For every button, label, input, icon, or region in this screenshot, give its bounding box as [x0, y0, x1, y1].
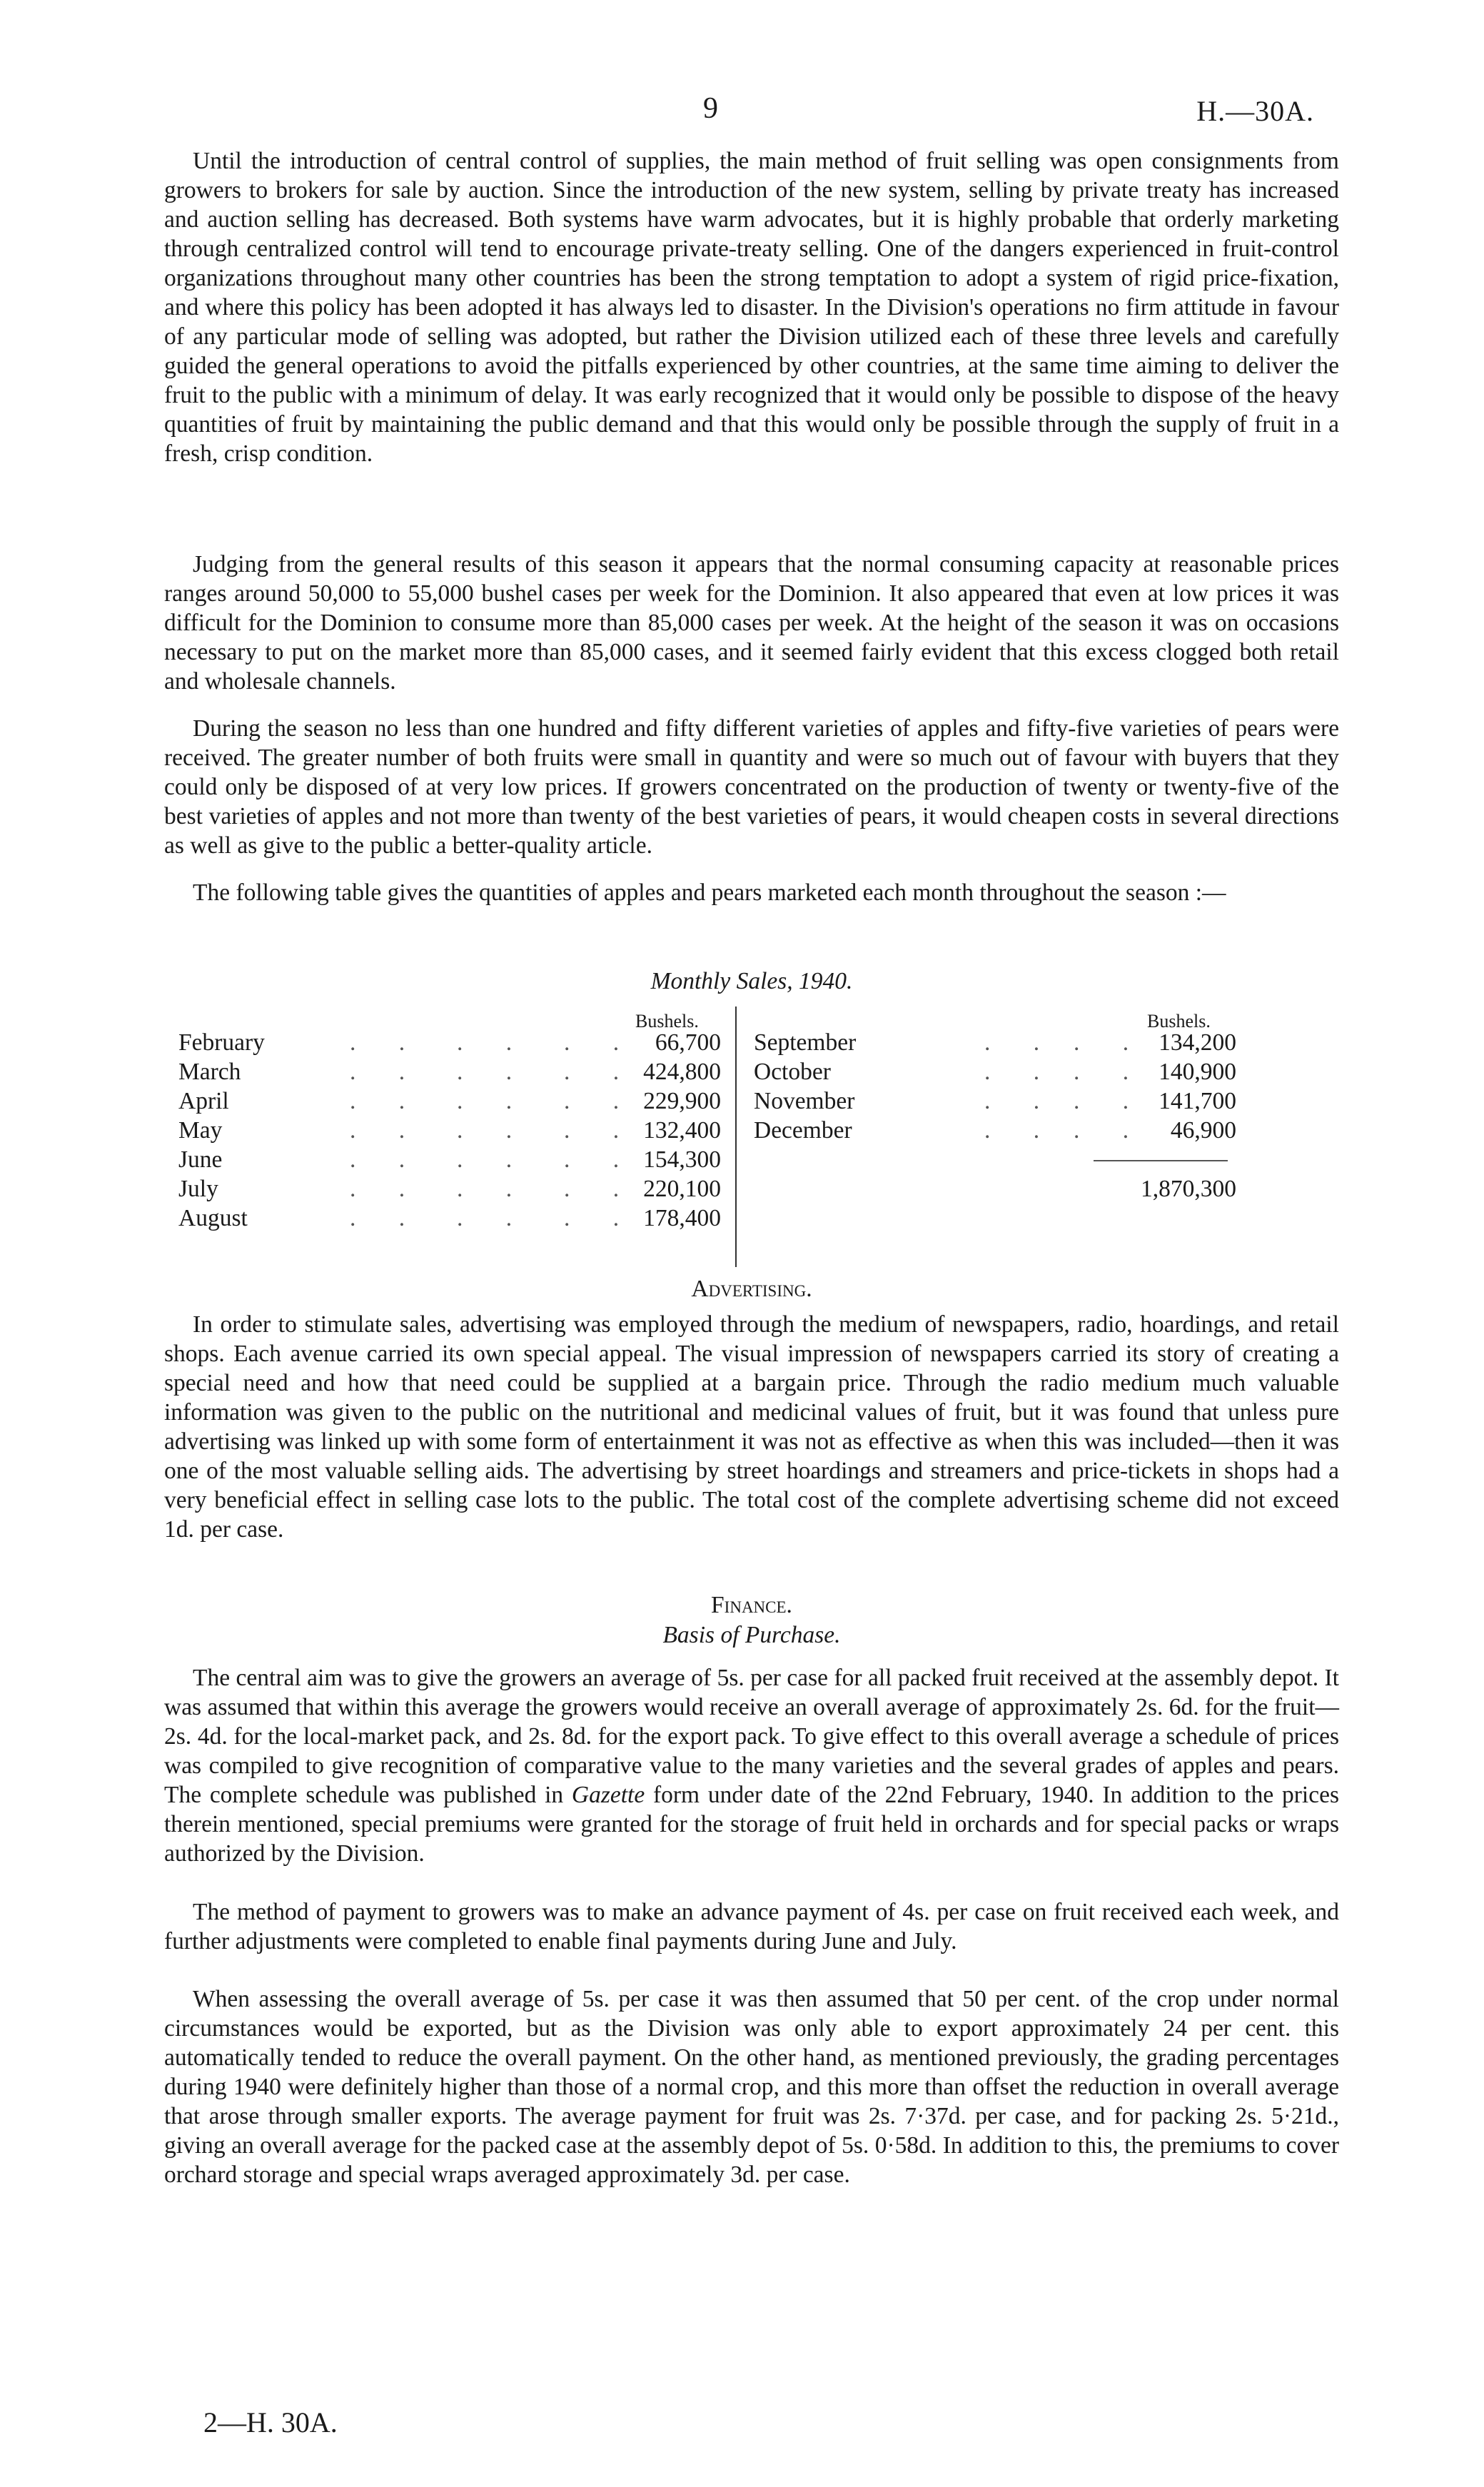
bushels-value: 46,900	[1170, 1117, 1236, 1144]
signature-end: .	[330, 2406, 338, 2438]
bushels-value: 66,700	[655, 1029, 721, 1056]
sales-column-right	[735, 1007, 1245, 1267]
dot-leader: . .	[1074, 1117, 1148, 1144]
dot-leader: . .	[350, 1088, 424, 1114]
paragraph-central-aim	[164, 1663, 1339, 1868]
dot-leader: . .	[564, 1146, 638, 1173]
dot-leader: . .	[457, 1205, 531, 1231]
table-row	[178, 1204, 735, 1233]
bushels-value: 140,900	[1159, 1059, 1236, 1085]
signature-suffix: A	[309, 2406, 330, 2438]
dot-leader: . .	[350, 1176, 424, 1202]
bushels-value: 178,400	[643, 1205, 721, 1231]
dot-leader: . .	[457, 1146, 531, 1173]
bushels-value: 220,100	[643, 1176, 721, 1202]
dot-leader: . .	[1074, 1029, 1148, 1056]
dot-leader: . .	[457, 1059, 531, 1085]
dot-leader: . .	[564, 1117, 638, 1144]
paragraph-advertising: In order to stimulate sales, advertising was employed through the medium of newspapers, radio, hoardings, and retail shops. Each avenue carried its own special appeal. The visual impression of newspapers carried its story of creating a special need and how that need could be supplied at a bargain price. Through the radio medium much valuable information was given to the public on the nutritional and medicinal values of fruit, but it was found that unless pure advertising was linked up with some form of entertainment it was not as effective as when this was included—then it was one of the most valuable selling aids. The advertising by street hoardings and streamers and price-tickets in shops had a very beneficial effect in selling case lots to the public. The total cost of the complete advertising scheme did not exceed 1d. per case.	[164, 1311, 1339, 1543]
paragraph-table-intro: The following table gives the quantities of apples and pears marketed each month throughout the season :—	[193, 879, 1226, 906]
dot-leader: . .	[350, 1146, 424, 1173]
paragraph-consuming-capacity: Judging from the general results of this season it appears that the normal consuming capacity at reasonable prices ranges around 50,000 to 55,000 bushel cases per week for the Dominion. It also appeared that even at low prices it was difficult for the Dominion to consume more than 85,000 cases per week. At the height of the season it was on occasions necessary to put on the market more than 85,000 cases, and it seemed fairly evident that this excess clogged both retail and wholesale channels.	[164, 551, 1339, 695]
document-reference-end: .	[1306, 95, 1314, 127]
document-reference-suffix: A	[1285, 95, 1306, 127]
paragraph-overall-average: When assessing the overall average of 5s. per case it was then assumed that 50 per cent. of the crop under normal circumstances would be exported, but as the Division was only able to export approximately 24 per cent. this automatically tended to reduce the overall payment. On the other hand, as mentioned previously, the grading percentages during 1940 were definitely higher than those of a normal crop, and this more than offset the reduction in overall average that arose through smaller exports. The average payment for fruit was 2s. 7·37d. per case, and for packing 2s. 5·21d., giving an overall average for the packed case at the assembly depot of 5s. 0·58d. In addition to this, the premiums to cover orchard storage and special wraps averaged approximately 3d. per case.	[164, 1986, 1339, 2188]
dot-leader: . .	[1074, 1088, 1148, 1114]
paragraph-method-of-payment: The method of payment to growers was to make an advance payment of 4s. per case on fruit received each week, and further adjustments were completed to enable final payments during June and July.	[164, 1899, 1339, 1954]
month-label: April	[178, 1088, 229, 1114]
dot-leader: . .	[564, 1205, 638, 1231]
unit-label-right: Bushels.	[1147, 1011, 1211, 1031]
dot-leader: . .	[1074, 1059, 1148, 1085]
bushels-value: 154,300	[643, 1146, 721, 1173]
month-label: March	[178, 1059, 241, 1085]
finance-heading: Finance.	[711, 1592, 792, 1618]
bushels-value: 229,900	[643, 1088, 721, 1114]
sales-table-title: Monthly Sales, 1940.	[650, 968, 853, 994]
dot-leader: . .	[984, 1059, 1059, 1085]
month-label: August	[178, 1205, 248, 1231]
central-aim-text-b: form under date of the 22nd February, 1940. In addition to the prices therein mentioned, special premiums were granted for the storage of fruit held in orchards and for special packs or wraps authorized by the Division.	[164, 1782, 1339, 1867]
gazette-text: Gazette	[571, 1782, 645, 1808]
month-label: July	[178, 1176, 218, 1202]
bushels-value: 132,400	[643, 1117, 721, 1144]
month-label: December	[754, 1117, 852, 1144]
bushels-value: 134,200	[1159, 1029, 1236, 1056]
table-row	[178, 1174, 735, 1204]
page-number: 9	[703, 92, 718, 125]
document-reference	[1196, 94, 1314, 128]
dot-leader: . .	[350, 1029, 424, 1056]
dot-leader: . .	[457, 1029, 531, 1056]
bushels-value: 424,800	[643, 1059, 721, 1085]
month-label: September	[754, 1029, 857, 1056]
dot-leader: . .	[350, 1059, 424, 1085]
dot-leader: . .	[350, 1117, 424, 1144]
signature-mark	[203, 2406, 338, 2439]
advertising-heading: Advertising.	[691, 1276, 812, 1302]
table-row	[178, 1028, 735, 1057]
unit-label-left: Bushels.	[635, 1011, 699, 1031]
dot-leader: . .	[564, 1029, 638, 1056]
dot-leader: . .	[564, 1176, 638, 1202]
dot-leader: . .	[984, 1117, 1059, 1144]
month-label: June	[178, 1146, 223, 1173]
paragraph-varieties: During the season no less than one hundred and fifty different varieties of apples and fifty-five varieties of pears were received. The greater number of both fruits were small in quantity and were so much out of favour with buyers that they could only be disposed of at very low prices. If growers concentrated on the production of twenty or twenty-five of the best varieties of apples and not more than twenty of the best varieties of pears, it would cheapen costs in several directions as well as give to the public a better-quality article.	[164, 715, 1339, 859]
table-row	[745, 1028, 1236, 1057]
total-bushels: 1,870,300	[1141, 1176, 1236, 1202]
month-label: May	[178, 1117, 223, 1144]
central-aim-text-a: The central aim was to give the growers an average of 5s. per case for all packed fruit received at the assembly depot. It was assumed that within this average the growers would receive an overall average of approximately 2s. 6d. for the fruit—2s. 4d. for the local-market pack, and 2s. 8d. for the export pack. To give effect to this overall average a schedule of prices was compiled to give recognition of comparative value to the many varieties and the several grades of apples and pears. The complete schedule was published in	[164, 1665, 1339, 1808]
total-row	[745, 1174, 1236, 1204]
dot-leader: . .	[564, 1059, 638, 1085]
table-row	[745, 1057, 1236, 1086]
month-label: November	[754, 1088, 855, 1114]
dot-leader: . .	[984, 1029, 1059, 1056]
dot-leader: . .	[457, 1176, 531, 1202]
table-row	[178, 1116, 735, 1145]
paragraph-central-control: Until the introduction of central control of supplies, the main method of fruit selling was open consignments from growers to brokers for sale by auction. Since the introduction of the new system, selling by private treaty has increased and auction selling has decreased. Both systems have warm advocates, but it is highly probable that orderly marketing through centralized control will tend to encourage private-treaty selling. One of the dangers experienced in fruit-control organizations throughout many other countries has been the strong temptation to adopt a system of rigid price-fixation, and where this policy has been adopted it has always led to disaster. In the Division's operations no firm attitude in favour of any particular mode of selling was adopted, but rather the Division utilized each of these three levels and carefully guided the general operations to avoid the pitfalls experienced by other countries, at the same time aiming to deliver the fruit to the public with a minimum of delay. It was early recognized that it would only be possible to dispose of the heavy quantities of fruit by maintaining the public demand and that this would only be possible through the supply of fruit in a fresh, crisp condition.	[164, 148, 1339, 467]
dot-leader: . .	[984, 1088, 1059, 1114]
table-row	[178, 1086, 735, 1116]
table-row	[178, 1145, 735, 1174]
month-label: October	[754, 1059, 831, 1085]
dot-leader: . .	[564, 1088, 638, 1114]
table-row	[745, 1116, 1236, 1145]
bushels-value: 141,700	[1159, 1088, 1236, 1114]
month-label: February	[178, 1029, 265, 1056]
basis-of-purchase-heading: Basis of Purchase.	[662, 1622, 841, 1648]
document-reference-prefix: H.—30	[1196, 95, 1286, 127]
total-rule	[1094, 1160, 1228, 1161]
table-row	[745, 1086, 1236, 1116]
signature-prefix: 2—H. 30	[203, 2406, 310, 2438]
monthly-sales-table	[178, 1007, 1235, 1267]
table-row	[178, 1057, 735, 1086]
dot-leader: . .	[457, 1088, 531, 1114]
dot-leader: . .	[457, 1117, 531, 1144]
dot-leader: . .	[350, 1205, 424, 1231]
